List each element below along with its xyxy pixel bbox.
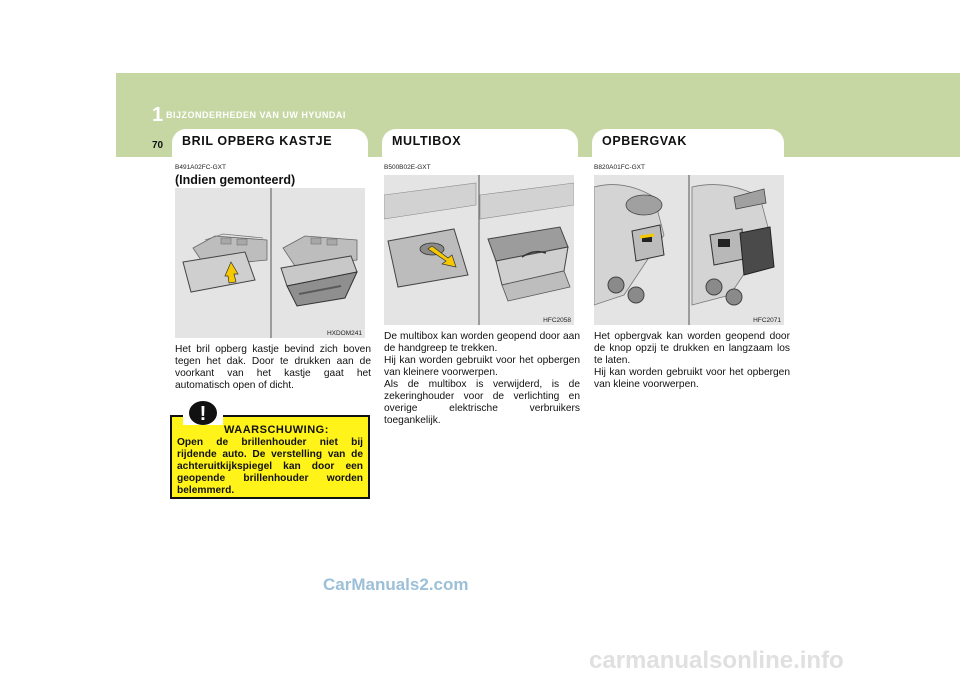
warning-text: Open de brillenhouder niet bij rijdende auto. De verstelling van de achteruitkijkspiegel kan door een geopende brillenhouder worden belemmerd. bbox=[177, 437, 363, 496]
section-opbergvak bbox=[594, 160, 790, 391]
section-body-text: Het opbergvak kan worden geopend door de knop opzij te drukken en langzaam los te laten. Hij kan worden gebruikt voor het opbergen van kleine voorwerpen. bbox=[594, 331, 790, 390]
chapter-number: 1 bbox=[152, 104, 164, 126]
watermark-carmanualsonline: carmanualsonline.info bbox=[589, 647, 844, 674]
section-tab-multibox bbox=[382, 129, 578, 157]
section-multibox bbox=[384, 160, 580, 427]
section-title: BRIL OPBERG KASTJE bbox=[182, 134, 333, 148]
section-body-text: De multibox kan worden geopend door aan de handgreep te trekken. Hij kan worden gebruikt voor het opbergen van kleinere voorwerpen. Als de multibox is verwijderd, is de zekeringhouder voor de verlichting en overige elektrische verbruikers toegankelijk. bbox=[384, 331, 580, 426]
figure-sunglass-holder bbox=[175, 188, 365, 338]
section-title: MULTIBOX bbox=[392, 134, 462, 148]
figure-opbergvak bbox=[594, 175, 784, 325]
page-number: 70 bbox=[152, 140, 164, 151]
warning-symbol: ! bbox=[199, 403, 207, 425]
sunglass-holder-illustration bbox=[175, 188, 365, 338]
figure-code: HXDOM241 bbox=[326, 330, 362, 337]
figure-code: HFC2071 bbox=[753, 317, 781, 324]
warning-box bbox=[170, 415, 370, 499]
multibox-illustration bbox=[384, 175, 574, 325]
section-body-text: Het bril opberg kastje bevind zich boven tegen het dak. Door te drukken aan de voorkant van het kastje gaat het automatisch open of dicht. bbox=[175, 344, 371, 391]
section-tab-opbergvak bbox=[592, 129, 784, 157]
section-code: B820A01FC-GXT bbox=[594, 164, 645, 171]
opbergvak-illustration bbox=[594, 175, 784, 325]
section-tab-bril-opberg-kastje bbox=[172, 129, 368, 157]
figure-multibox bbox=[384, 175, 574, 325]
warning-icon bbox=[183, 395, 223, 425]
warning-title: WAARSCHUWING: bbox=[224, 424, 329, 436]
watermark-carmanuals2: CarManuals2.com bbox=[323, 575, 469, 594]
section-code: B491A02FC-GXT bbox=[175, 164, 226, 171]
figure-code: HFC2058 bbox=[543, 317, 571, 324]
section-bril-opberg-kastje bbox=[175, 160, 371, 392]
section-code: B500B02E-GXT bbox=[384, 164, 431, 171]
chapter-title: BIJZONDERHEDEN VAN UW HYUNDAI bbox=[166, 110, 346, 120]
section-title: OPBERGVAK bbox=[602, 134, 688, 148]
section-subheading: (Indien gemonteerd) bbox=[175, 173, 296, 187]
